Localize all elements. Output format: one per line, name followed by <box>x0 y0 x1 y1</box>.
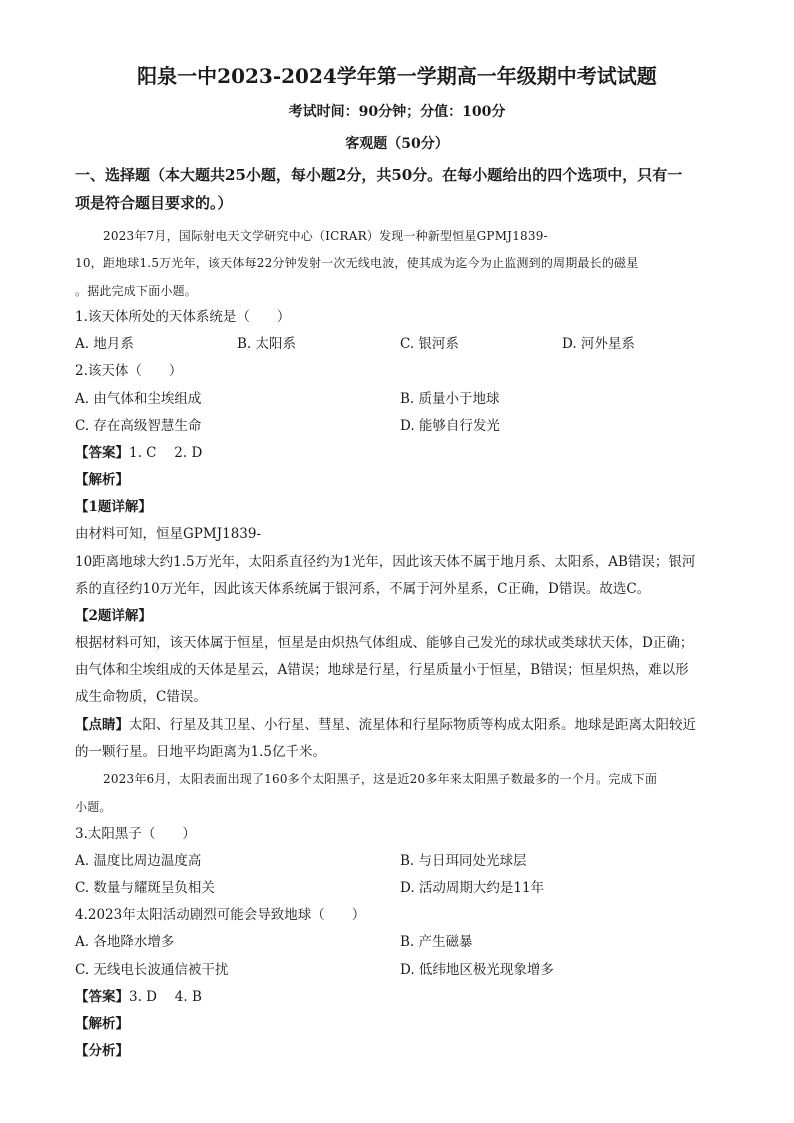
answer-text: 1. C 2. D <box>129 445 203 461</box>
detail-1-line1: 由材料可知，恒星GPMJ1839- <box>75 526 262 542</box>
detail-2-line3: 成生命物质，C错误。 <box>75 689 207 705</box>
material1-line3: 。据此完成下面小题。 <box>75 284 198 298</box>
detail-2-tag: 【2题详解】 <box>75 608 152 624</box>
exam-title: 阳泉一中2023-2024学年第一学期高一年级期中考试试题 <box>137 64 657 88</box>
q3-option-a: A. 温度比周边温度高 <box>75 853 202 869</box>
exam-info: 考试时间：90分钟；分值：100分 <box>288 104 506 120</box>
material2-line1: 2023年6月，太阳表面出现了160多个太阳黑子，这是近20多年来太阳黑子数最多的一个月。完成下面 <box>103 772 658 786</box>
answer-line-2 <box>75 987 202 1007</box>
question-4-stem: 4.2023年太阳活动剧烈可能会导致地球（ ） <box>75 907 366 923</box>
detail-1-tag: 【1题详解】 <box>75 499 152 515</box>
detail-1-line2: 10距离地球大约1.5万光年，太阳系直径约为1光年，因此该天体不属于地月系、太阳系，AB错误；银河 <box>75 554 696 570</box>
q2-option-a: A. 由气体和尘埃组成 <box>75 391 202 407</box>
material1-line1: 2023年7月，国际射电天文学研究中心（ICRAR）发现一种新型恒星GPMJ1839- <box>103 229 548 243</box>
q1-option-b: B. 太阳系 <box>237 336 297 352</box>
question-1-stem: 1.该天体所处的天体系统是（ ） <box>75 309 291 325</box>
q3-option-c: C. 数量与耀斑呈负相关 <box>75 880 215 896</box>
question-3-stem: 3.太阳黑子（ ） <box>75 826 196 842</box>
answer-line-1 <box>75 443 202 463</box>
tip-tag: 【点睛】 <box>75 717 129 733</box>
section-title: 客观题（50分） <box>345 136 449 152</box>
q3-option-b: B. 与日珥同处光球层 <box>400 853 527 869</box>
q1-option-d: D. 河外星系 <box>562 336 635 352</box>
tip-line2: 的一颗行星。日地平均距离为1.5亿千米。 <box>75 744 326 760</box>
material1-line2: 10，距地球1.5万光年，该天体每22分钟发射一次无线电波，使其成为迄今为止监测到的周期最长的磁星 <box>75 256 639 270</box>
tip-text: 太阳、行星及其卫星、小行星、彗星、流星体和行星际物质等构成太阳系。地球是距离太阳较近 <box>129 717 696 733</box>
q2-option-d: D. 能够自行发光 <box>400 418 500 434</box>
q2-option-b: B. 质量小于地球 <box>400 391 500 407</box>
q4-option-b: B. 产生磁暴 <box>400 934 473 950</box>
answer-text: 3. D 4. B <box>129 989 202 1005</box>
analysis-tag-3: 【分析】 <box>75 1043 129 1059</box>
q1-option-a: A. 地月系 <box>75 336 134 352</box>
analysis-tag-2: 【解析】 <box>75 1016 129 1032</box>
part-heading-line1: 一、选择题（本大题共25小题，每小题2分，共50分。在每小题给出的四个选项中，只有一 <box>75 166 683 184</box>
analysis-tag-1: 【解析】 <box>75 472 129 488</box>
q1-option-c: C. 银河系 <box>400 336 459 352</box>
q2-option-c: C. 存在高级智慧生命 <box>75 418 202 434</box>
tip-line1 <box>75 715 696 735</box>
q4-option-c: C. 无线电长波通信被干扰 <box>75 962 229 978</box>
detail-1-line3: 系的直径约10万光年，因此该天体系统属于银河系，不属于河外星系，C正确，D错误。故选C。 <box>75 581 651 597</box>
q4-option-d: D. 低纬地区极光现象增多 <box>400 962 554 978</box>
answer-tag: 【答案】 <box>75 445 129 461</box>
answer-tag: 【答案】 <box>75 989 129 1005</box>
part-heading-line2: 项是符合题目要求的。） <box>75 194 233 212</box>
question-2-stem: 2.该天体（ ） <box>75 363 183 379</box>
q3-option-d: D. 活动周期大约是11年 <box>400 880 545 896</box>
material2-line2: 小题。 <box>75 800 112 814</box>
detail-2-line2: 由气体和尘埃组成的天体是星云，A错误；地球是行星，行星质量小于恒星，B错误；恒星炽热，难以形 <box>75 662 689 678</box>
detail-2-line1: 根据材料可知，该天体属于恒星，恒星是由炽热气体组成、能够自己发光的球状或类球状天体，D正确； <box>75 635 694 651</box>
q4-option-a: A. 各地降水增多 <box>75 934 175 950</box>
